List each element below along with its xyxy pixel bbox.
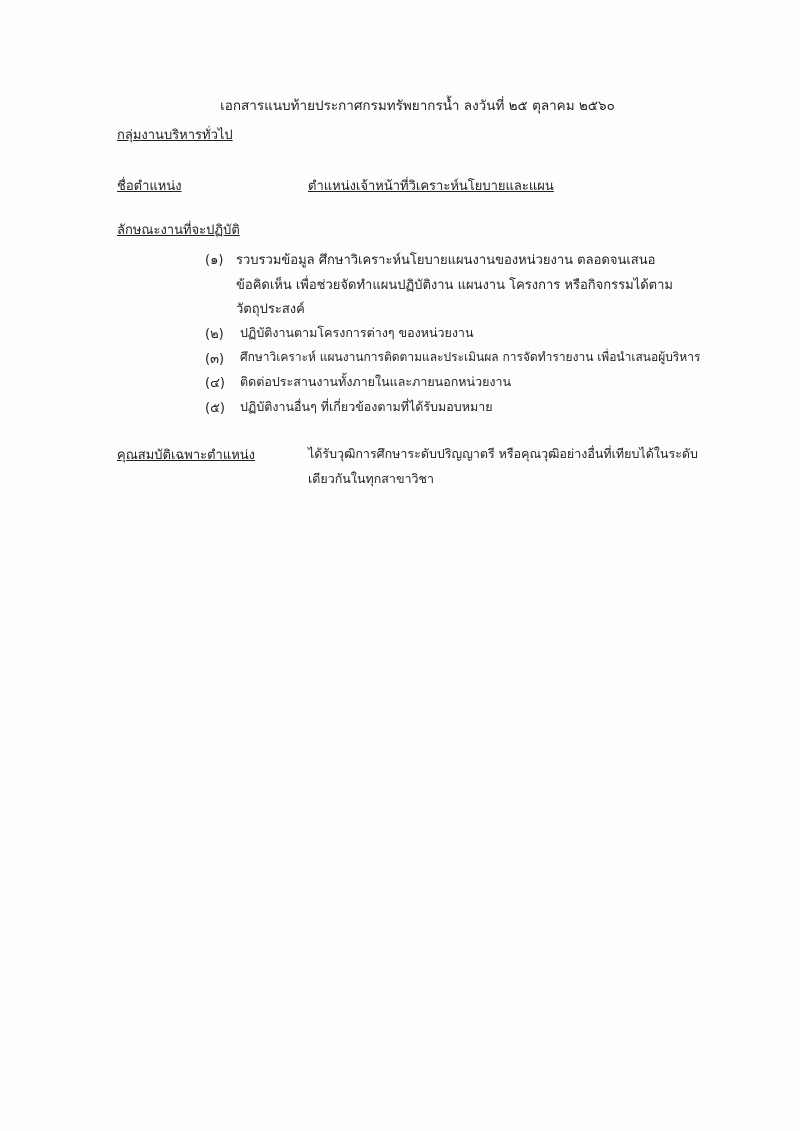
item-text: ศึกษาวิเคราะห์ แผนงานการติดตามและประเมินผล การจัดทำรายงาน เพื่อนำเสนอผู้บริหาร <box>240 350 701 364</box>
qualification-text-line2: เดียวกันในทุกสาขาวิชา <box>308 471 435 486</box>
duties-heading: ลักษณะงานที่จะปฏิบัติ <box>117 223 240 238</box>
item-text: ติดต่อประสานงานทั้งภายในและภายนอกหน่วยงาน <box>240 374 512 389</box>
item-text: ปฏิบัติงานอื่นๆ ที่เกี่ยวข้องตามที่ได้รับมอบหมาย <box>240 399 493 414</box>
item-text: ปฏิบัติงานตามโครงการต่างๆ ของหน่วยงาน <box>240 325 474 340</box>
item-text: วัตถุประสงค์ <box>236 302 305 317</box>
item-number: (๓) <box>205 352 225 367</box>
item-text: รวบรวมข้อมูล ศึกษาวิเคราะห์นโยบายแผนงานของหน่วยงาน ตลอดจนเสนอ <box>236 253 656 268</box>
group-heading: กลุ่มงานบริหารทั่วไป <box>117 128 233 143</box>
position-value: ตำแหน่งเจ้าหน้าที่วิเคราะห์นโยบายและแผน <box>308 179 554 194</box>
item-number: (๔) <box>205 376 225 391</box>
qualification-text-line1: ได้รับวุฒิการศึกษาระดับปริญญาตรี หรือคุณวุฒิอย่างอื่นที่เทียบได้ในระดับ <box>308 446 698 461</box>
item-number: (๕) <box>205 401 225 416</box>
document-title: เอกสารแนบท้ายประกาศกรมทรัพยากรน้ำ ลงวันที่ ๒๕ ตุลาคม ๒๕๖๐ <box>220 98 615 114</box>
item-number: (๒) <box>205 327 224 342</box>
qualification-label: คุณสมบัติเฉพาะตำแหน่ง <box>117 448 256 463</box>
item-text: ข้อคิดเห็น เพื่อช่วยจัดทำแผนปฏิบัติงาน แผนงาน โครงการ หรือกิจกรรมได้ตาม <box>236 278 673 293</box>
item-number: (๑) <box>205 253 224 268</box>
position-label: ชื่อตำแหน่ง <box>117 179 182 194</box>
